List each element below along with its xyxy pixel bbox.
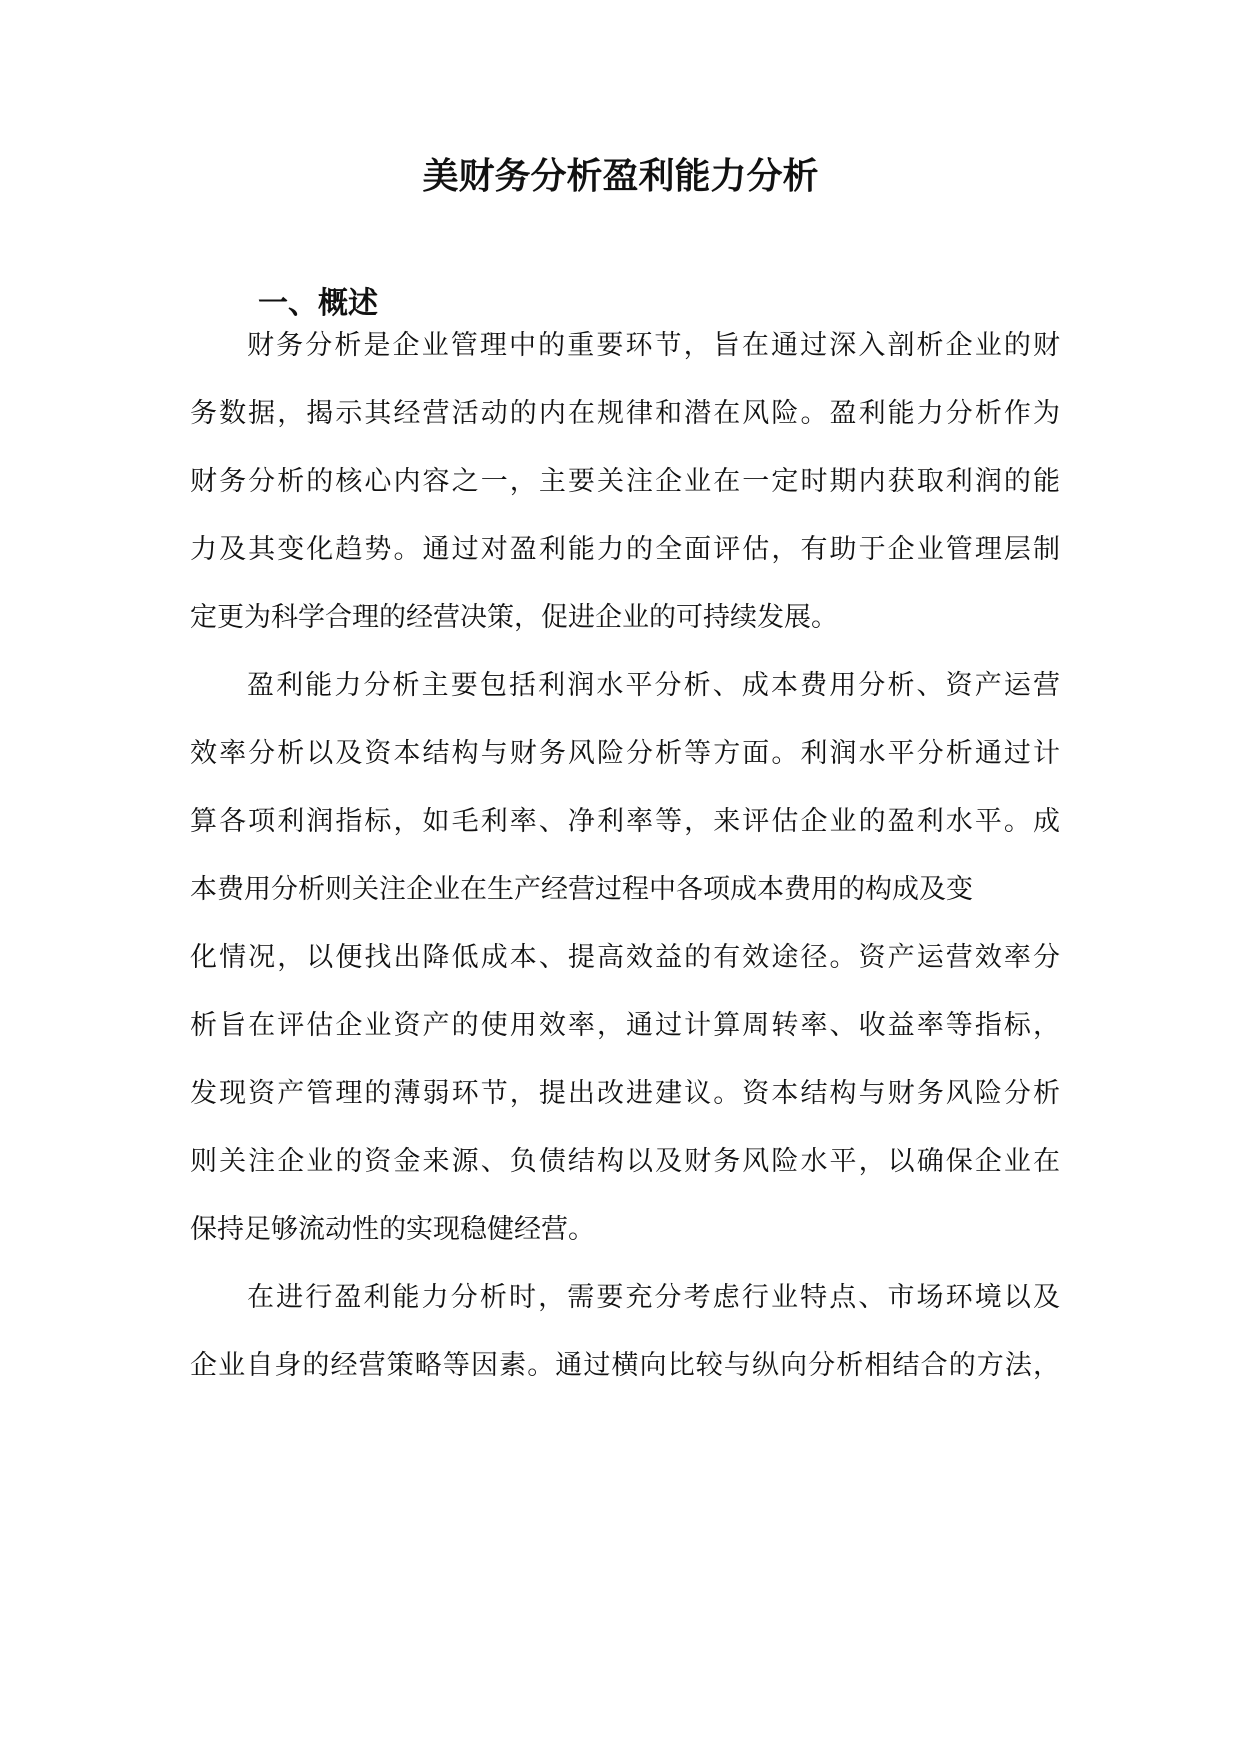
paragraph-line: 则关注企业的资金来源、负债结构以及财务风险水平，以确保企业在 bbox=[190, 1146, 1060, 1177]
paragraph-line: 效率分析以及资本结构与财务风险分析等方面。利润水平分析通过计 bbox=[190, 738, 1060, 769]
paragraph-line: 析旨在评估企业资产的使用效率，通过计算周转率、收益率等指标， bbox=[190, 1010, 1060, 1041]
paragraph-line: 财务分析是企业管理中的重要环节，旨在通过深入剖析企业的财 bbox=[247, 330, 1060, 361]
paragraph-line: 定更为科学合理的经营决策，促进企业的可持续发展。 bbox=[190, 602, 838, 633]
section-heading: 一、概述 bbox=[258, 286, 378, 321]
paragraph-line: 力及其变化趋势。通过对盈利能力的全面评估，有助于企业管理层制 bbox=[190, 534, 1060, 565]
document-title: 美财务分析盈利能力分析 bbox=[422, 156, 819, 197]
paragraph-line: 本费用分析则关注企业在生产经营过程中各项成本费用的构成及变 bbox=[190, 874, 973, 905]
paragraph-line: 在进行盈利能力分析时，需要充分考虑行业特点、市场环境以及 bbox=[247, 1282, 1060, 1313]
paragraph-line: 盈利能力分析主要包括利润水平分析、成本费用分析、资产运营 bbox=[247, 670, 1060, 701]
paragraph-line: 财务分析的核心内容之一，主要关注企业在一定时期内获取利润的能 bbox=[190, 466, 1060, 497]
paragraph-line: 务数据，揭示其经营活动的内在规律和潜在风险。盈利能力分析作为 bbox=[190, 398, 1060, 429]
paragraph-line: 企业自身的经营策略等因素。通过横向比较与纵向分析相结合的方法， bbox=[190, 1350, 1060, 1381]
paragraph-line: 保持足够流动性的实现稳健经营。 bbox=[190, 1214, 595, 1245]
paragraph-line: 算各项利润指标，如毛利率、净利率等，来评估企业的盈利水平。成 bbox=[190, 806, 1060, 837]
paragraph-line: 化情况，以便找出降低成本、提高效益的有效途径。资产运营效率分 bbox=[190, 942, 1060, 973]
paragraph-line: 发现资产管理的薄弱环节，提出改进建议。资本结构与财务风险分析 bbox=[190, 1078, 1060, 1109]
